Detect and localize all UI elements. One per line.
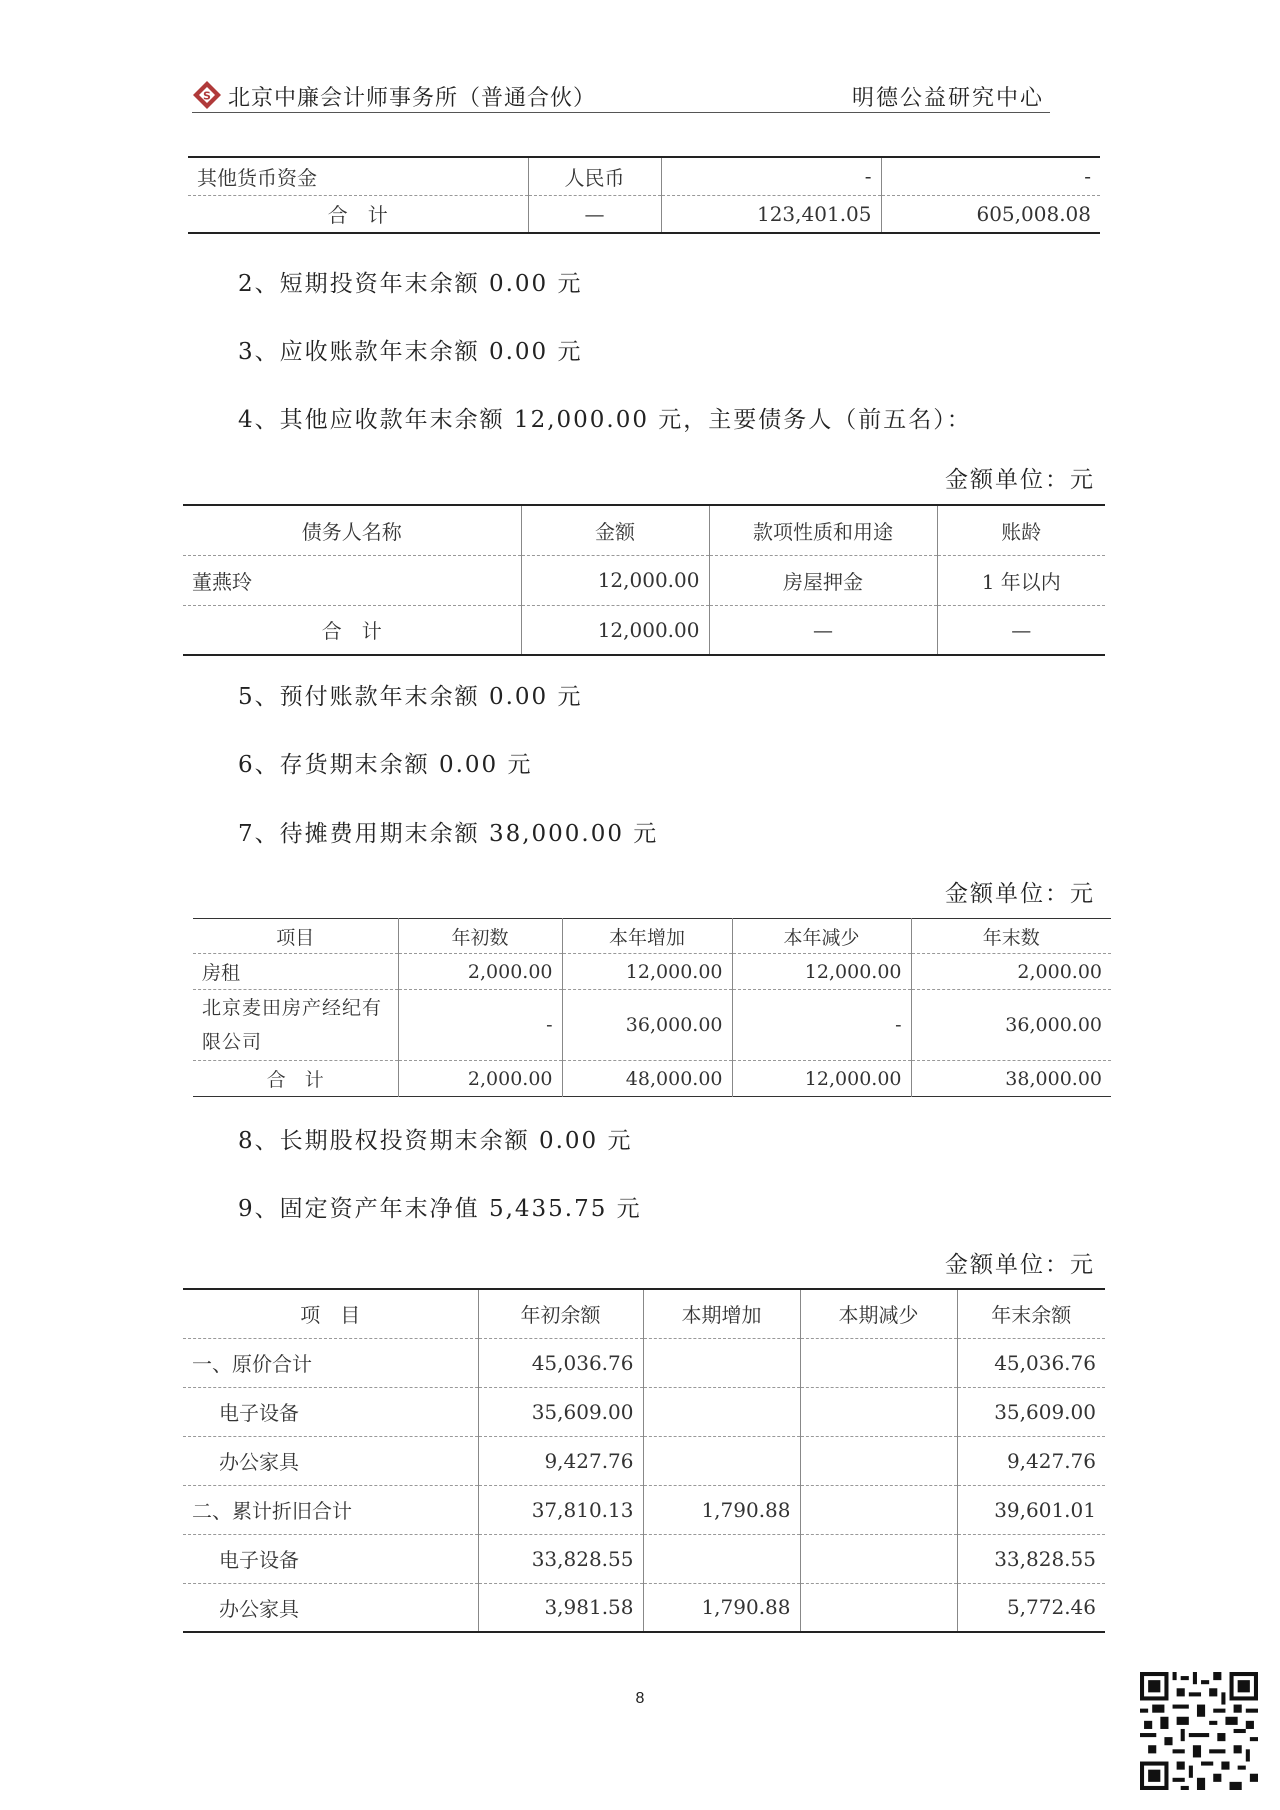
cash-end-cell: - <box>881 157 1100 195</box>
increase-cell <box>643 1338 800 1387</box>
paragraph-inventory: 6、存货期末余额 0.00 元 <box>238 752 533 778</box>
amount-cell: 12,000.00 <box>521 555 709 605</box>
column-header: 年末数 <box>911 919 1111 954</box>
begin-cell: - <box>398 990 562 1061</box>
table-row <box>183 1338 1105 1387</box>
amount-cell: 12,000.00 <box>521 605 709 655</box>
debtor-name-cell: 董燕玲 <box>183 555 521 605</box>
begin-cell: 2,000.00 <box>398 1061 562 1097</box>
increase-cell <box>643 1534 800 1583</box>
column-header: 项目 <box>193 919 398 954</box>
paragraph-short-term-investment: 2、短期投资年末余额 0.00 元 <box>238 271 583 297</box>
decrease-cell: - <box>732 990 911 1061</box>
column-header: 本年增加 <box>562 919 732 954</box>
increase-cell <box>643 1436 800 1485</box>
item-cell: 办公家具 <box>183 1583 478 1632</box>
cash-end-cell: 605,008.08 <box>881 195 1100 233</box>
decrease-cell: 12,000.00 <box>732 1061 911 1097</box>
paragraph-long-term-equity: 8、长期股权投资期末余额 0.00 元 <box>238 1128 633 1154</box>
decrease-cell <box>800 1583 957 1632</box>
unit-label: 金额单位：元 <box>945 1252 1095 1278</box>
cash-begin-cell: - <box>661 157 881 195</box>
column-header: 项 目 <box>183 1289 478 1338</box>
receivables-table <box>183 504 1105 656</box>
begin-cell: 9,427.76 <box>478 1436 643 1485</box>
cash-table <box>188 156 1100 234</box>
qr-code-icon <box>1140 1672 1258 1790</box>
end-cell: 2,000.00 <box>911 954 1111 990</box>
page-number: 8 <box>635 1690 645 1707</box>
column-header: 本年减少 <box>732 919 911 954</box>
begin-cell: 37,810.13 <box>478 1485 643 1534</box>
column-header: 金额 <box>521 505 709 555</box>
end-cell: 35,609.00 <box>957 1387 1105 1436</box>
page-header <box>192 78 1050 113</box>
paragraph-other-receivables: 4、其他应收款年末余额 12,000.00 元，主要债务人（前五名）： <box>238 407 972 433</box>
paragraph-accounts-receivable: 3、应收账款年末余额 0.00 元 <box>238 339 583 365</box>
end-cell: 9,427.76 <box>957 1436 1105 1485</box>
decrease-cell <box>800 1485 957 1534</box>
paragraph-fixed-assets: 9、固定资产年末净值 5,435.75 元 <box>238 1196 642 1222</box>
prepaid-expenses-table <box>193 918 1111 1097</box>
age-cell: 1 年以内 <box>937 555 1105 605</box>
begin-cell: 45,036.76 <box>478 1338 643 1387</box>
column-header: 账龄 <box>937 505 1105 555</box>
column-header: 款项性质和用途 <box>709 505 937 555</box>
cash-begin-cell: 123,401.05 <box>661 195 881 233</box>
table-row <box>183 605 1105 655</box>
column-header: 债务人名称 <box>183 505 521 555</box>
table-header-row <box>193 919 1111 954</box>
paragraph-prepayments: 5、预付账款年末余额 0.00 元 <box>238 684 583 710</box>
firm-name: 北京中廉会计师事务所（普通合伙） <box>228 86 597 111</box>
table-header-row <box>183 1289 1105 1338</box>
nature-cell: — <box>709 605 937 655</box>
unit-label: 金额单位：元 <box>945 467 1095 493</box>
table-row <box>188 157 1100 195</box>
age-cell: — <box>937 605 1105 655</box>
column-header: 本期增加 <box>643 1289 800 1338</box>
decrease-cell <box>800 1436 957 1485</box>
begin-cell: 33,828.55 <box>478 1534 643 1583</box>
item-cell: 办公家具 <box>183 1436 478 1485</box>
fixed-assets-table <box>183 1288 1105 1633</box>
decrease-cell <box>800 1338 957 1387</box>
table-row <box>183 1485 1105 1534</box>
table-row <box>193 1061 1111 1097</box>
column-header: 年初数 <box>398 919 562 954</box>
total-label-cell: 合 计 <box>193 1061 398 1097</box>
table-header-row <box>183 505 1105 555</box>
end-cell: 45,036.76 <box>957 1338 1105 1387</box>
table-row <box>183 1583 1105 1632</box>
increase-cell: 48,000.00 <box>562 1061 732 1097</box>
cash-currency-cell: — <box>528 195 661 233</box>
item-cell: 一、原价合计 <box>183 1338 478 1387</box>
cash-total-label: 合 计 <box>188 195 528 233</box>
end-cell: 33,828.55 <box>957 1534 1105 1583</box>
client-name: 明德公益研究中心 <box>851 86 1044 111</box>
increase-cell: 1,790.88 <box>643 1485 800 1534</box>
paragraph-prepaid-expenses: 7、待摊费用期末余额 38,000.00 元 <box>238 821 659 847</box>
item-cell: 电子设备 <box>183 1534 478 1583</box>
end-cell: 5,772.46 <box>957 1583 1105 1632</box>
increase-cell: 1,790.88 <box>643 1583 800 1632</box>
svg-text:S: S <box>203 89 211 103</box>
table-row <box>188 195 1100 233</box>
column-header: 年初余额 <box>478 1289 643 1338</box>
nature-cell: 房屋押金 <box>709 555 937 605</box>
cash-currency-cell: 人民币 <box>528 157 661 195</box>
end-cell: 39,601.01 <box>957 1485 1105 1534</box>
table-row <box>193 954 1111 990</box>
item-cell: 二、累计折旧合计 <box>183 1485 478 1534</box>
increase-cell <box>643 1387 800 1436</box>
decrease-cell <box>800 1534 957 1583</box>
table-row <box>183 1436 1105 1485</box>
item-cell: 北京麦田房产经纪有限公司 <box>193 990 398 1061</box>
firm-logo-icon <box>192 80 222 110</box>
increase-cell: 36,000.00 <box>562 990 732 1061</box>
column-header: 年末余额 <box>957 1289 1105 1338</box>
table-row <box>193 990 1111 1061</box>
unit-label: 金额单位：元 <box>945 881 1095 907</box>
decrease-cell: 12,000.00 <box>732 954 911 990</box>
table-row <box>183 555 1105 605</box>
begin-cell: 3,981.58 <box>478 1583 643 1632</box>
end-cell: 36,000.00 <box>911 990 1111 1061</box>
total-label-cell: 合 计 <box>183 605 521 655</box>
column-header: 本期减少 <box>800 1289 957 1338</box>
begin-cell: 35,609.00 <box>478 1387 643 1436</box>
decrease-cell <box>800 1387 957 1436</box>
begin-cell: 2,000.00 <box>398 954 562 990</box>
cash-name-cell: 其他货币资金 <box>188 157 528 195</box>
increase-cell: 12,000.00 <box>562 954 732 990</box>
table-row <box>183 1534 1105 1583</box>
item-cell: 电子设备 <box>183 1387 478 1436</box>
end-cell: 38,000.00 <box>911 1061 1111 1097</box>
item-cell: 房租 <box>193 954 398 990</box>
table-row <box>183 1387 1105 1436</box>
